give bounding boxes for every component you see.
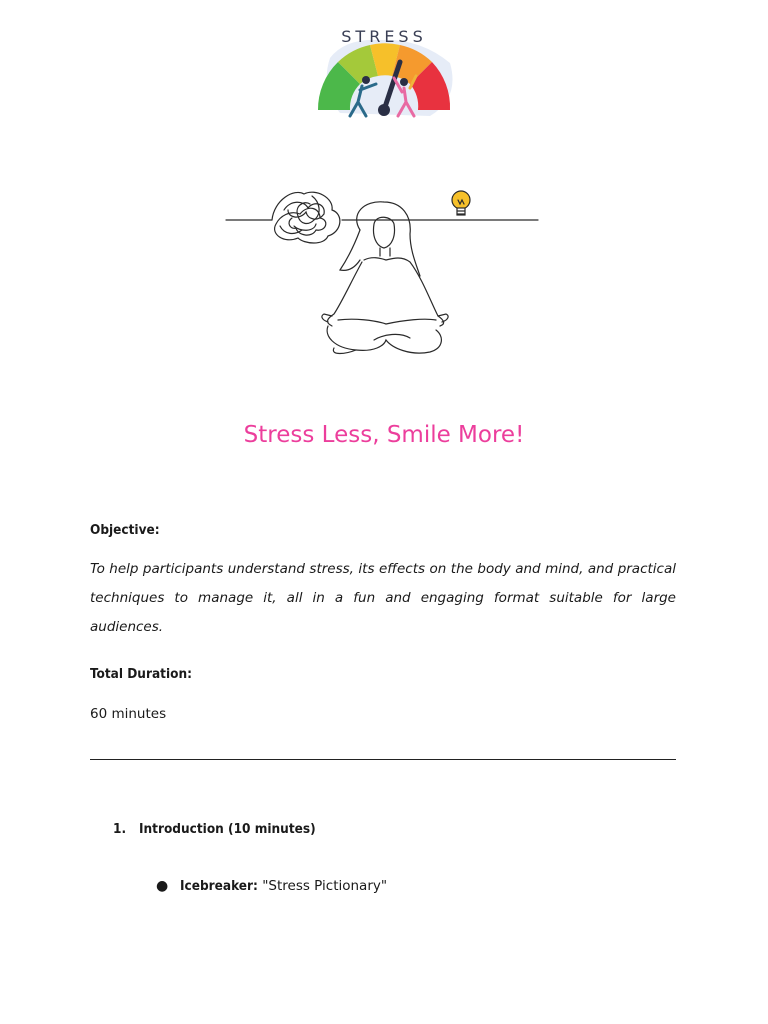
- stress-gauge-logo: [300, 18, 468, 128]
- section-heading: [113, 821, 316, 837]
- meditation-illustration: [224, 180, 542, 362]
- list-item: [156, 878, 387, 894]
- bullet-dot-icon: ●: [156, 878, 169, 894]
- page-title: Stress Less, Smile More!: [243, 422, 525, 448]
- duration-value: 60 minutes: [90, 706, 167, 722]
- objective-text: To help participants understand stress, its effects on the body and mind, and practical techniques to manage it, all in a fun and engaging format suitable for large audiences.: [90, 561, 676, 635]
- lightbulb-icon: [452, 191, 470, 215]
- section-title: Introduction (10 minutes): [139, 821, 316, 837]
- objective-label: Objective:: [90, 522, 160, 538]
- section-divider: [90, 759, 676, 760]
- logo-text: STRESS: [341, 27, 427, 46]
- duration-label: Total Duration:: [90, 666, 192, 682]
- bullet-text: "Stress Pictionary": [262, 878, 388, 894]
- tangled-scribble: [272, 192, 340, 243]
- bullet-label: Icebreaker:: [180, 878, 258, 894]
- meditating-woman: [322, 202, 448, 354]
- section-number: 1.: [113, 821, 127, 837]
